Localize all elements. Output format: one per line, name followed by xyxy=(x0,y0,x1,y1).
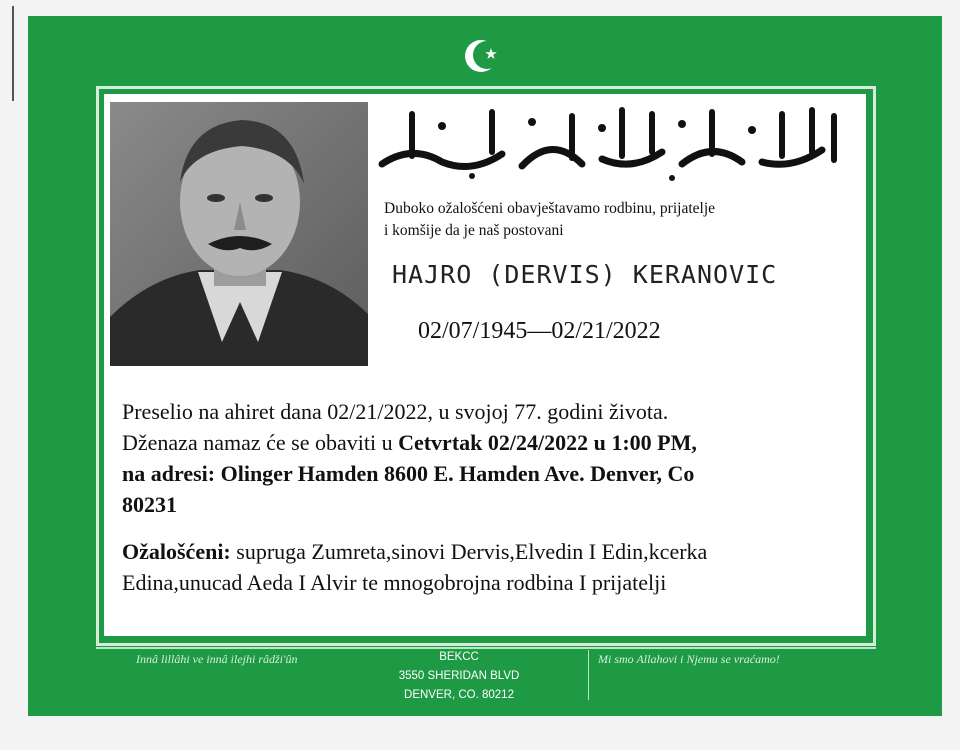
mourners-list xyxy=(122,536,842,598)
footer-left-phrase: Innâ lillâhi ve innâ ilejhi râdži'ûn xyxy=(136,652,298,666)
announcement-line-2: i komšije da je naš postovani xyxy=(384,222,564,239)
passing-date-line: Preselio na ahiret dana 02/21/2022, u svojoj 77. godini života. xyxy=(122,399,669,424)
deceased-name: HAJRO (DERVIS) KERANOVIC xyxy=(392,260,778,289)
footer-divider xyxy=(588,650,589,700)
prayer-datetime: Cetvrtak 02/24/2022 u 1:00 PM, xyxy=(398,430,697,455)
footer-address-1: 3550 SHERIDAN BLVD xyxy=(398,670,520,682)
crescent-star-icon xyxy=(463,36,503,76)
prayer-intro: Dženaza namaz će se obaviti u xyxy=(122,430,399,455)
mourners-text-1: supruga Zumreta,sinovi Dervis,Elvedin I Edin,kcerka xyxy=(230,539,708,564)
arabic-calligraphy xyxy=(372,104,850,184)
funeral-details xyxy=(122,396,842,520)
zip-line xyxy=(122,489,842,520)
screenshot-edge-line xyxy=(12,6,14,101)
portrait-photo xyxy=(110,102,368,366)
funeral-address: na adresi: Olinger Hamden 8600 E. Hamden Ave. Denver, Co xyxy=(122,461,695,486)
footer-org-name: BEKCC xyxy=(439,651,479,663)
announcement-line-1: Duboko ožalošćeni obavještavamo rodbinu, prijatelje xyxy=(384,200,716,217)
life-dates: 02/07/1945—02/21/2022 xyxy=(418,318,661,344)
funeral-zip: 80231 xyxy=(122,492,177,517)
address-line xyxy=(122,458,842,489)
footer-organization xyxy=(374,648,544,705)
mourners-line-2: Edina,unucad Aeda I Alvir te mnogobrojna rodbina I prijatelji xyxy=(122,570,667,595)
footer-right-phrase: Mi smo Allahovi i Njemu se vraćamo! xyxy=(598,652,780,666)
announcement-text xyxy=(384,198,854,242)
footer-address-2: DENVER, CO. 80212 xyxy=(404,689,514,701)
mourners-line-1 xyxy=(122,536,842,567)
prayer-time-line xyxy=(122,427,842,458)
mourners-label: Ožalošćeni: xyxy=(122,539,231,564)
